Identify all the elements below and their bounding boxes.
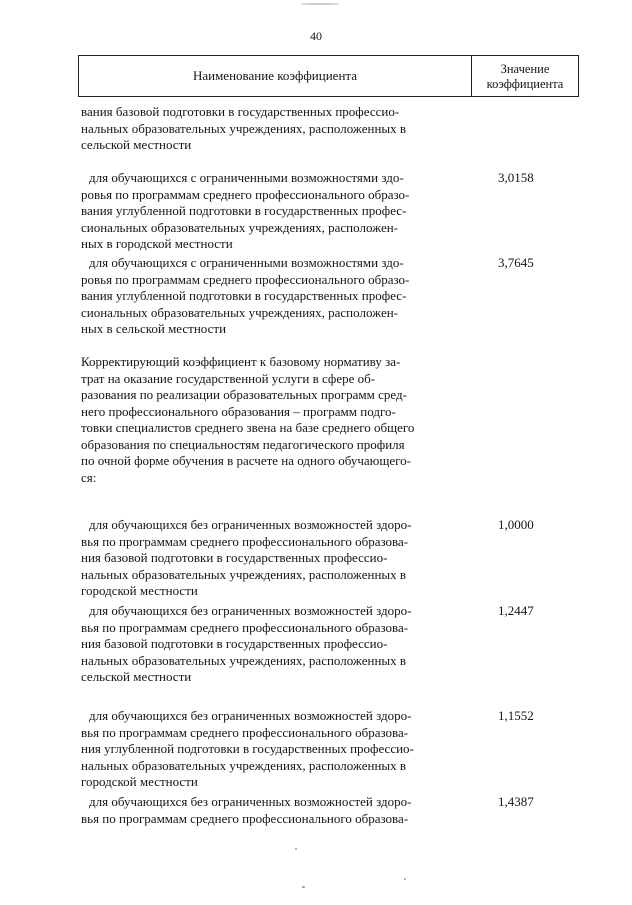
row-line: ся:	[81, 469, 97, 485]
row-line: товки специалистов среднего звена на базе среднего общего	[81, 420, 415, 435]
scan-speck	[300, 3, 340, 5]
row-line: вья по программам среднего профессионального образова-	[81, 810, 409, 826]
row-line: вания базовой подготовки в государственных профессио-	[81, 104, 400, 119]
row-line: для обучающихся без ограниченных возможностей здоро-	[89, 708, 412, 723]
row-value: 3,0158	[498, 170, 534, 185]
column-header-value-line2: коэффициента	[486, 77, 564, 91]
row-line: вания углубленной подготовки в государственных профес-	[81, 203, 407, 218]
row-line: Корректирующий коэффициент к базовому нормативу за-	[81, 354, 401, 369]
row-line: нальных образовательных учреждениях, расположенных в	[81, 757, 407, 773]
table-header	[78, 55, 579, 97]
page-number: 40	[310, 29, 322, 43]
row-line: ных в городской местности	[81, 236, 233, 251]
scan-speck	[302, 886, 305, 888]
row-line: нальных образовательных учреждениях, расположенных в	[81, 120, 407, 136]
row-line: для обучающихся без ограниченных возможностей здоро-	[89, 794, 412, 809]
row-value: 3,7645	[498, 255, 534, 270]
row-line: сельской местности	[81, 669, 192, 684]
row-line: ния углубленной подготовки в государственных профессио-	[81, 741, 414, 756]
row-description	[81, 794, 471, 827]
row-line: для обучающихся без ограниченных возможностей здоро-	[89, 517, 412, 532]
row-description	[81, 708, 471, 791]
row-line: образования по специальностям педагогического профиля	[81, 436, 405, 452]
row-description	[81, 354, 471, 486]
row-value: 1,0000	[498, 517, 534, 532]
row-line: него профессионального образования – программ подго-	[81, 403, 396, 419]
column-header-value-line1: Значение	[500, 62, 550, 76]
row-line: для обучающихся с ограниченными возможностями здо-	[89, 255, 404, 270]
row-line: разования по реализации образовательных программ сред-	[81, 387, 407, 402]
row-line: нальных образовательных учреждениях, расположенных в	[81, 566, 407, 582]
scan-speck	[404, 878, 406, 880]
row-line: ных в сельской местности	[81, 321, 227, 336]
row-line: вания углубленной подготовки в государственных профес-	[81, 288, 407, 303]
row-value: 1,2447	[498, 603, 534, 618]
row-line: для обучающихся с ограниченными возможностями здо-	[89, 170, 404, 185]
row-description	[81, 255, 471, 338]
row-value: 1,1552	[498, 708, 534, 723]
row-line: городской местности	[81, 583, 198, 598]
row-line: вья по программам среднего профессионального образова-	[81, 619, 409, 635]
row-description	[81, 517, 471, 600]
scan-speck	[295, 848, 297, 850]
row-description	[81, 170, 471, 253]
column-header-value	[472, 56, 578, 96]
row-line: по очной форме обучения в расчете на одного обучающего-	[81, 453, 411, 468]
row-line: вья по программам среднего профессионального образова-	[81, 533, 409, 549]
row-value: 1,4387	[498, 794, 534, 809]
row-description	[81, 104, 471, 154]
row-line: для обучающихся без ограниченных возможностей здоро-	[89, 603, 412, 618]
row-line: трат на оказание государственной услуги в сфере об-	[81, 370, 376, 386]
row-line: ния базовой подготовки в государственных профессио-	[81, 636, 388, 651]
row-description	[81, 603, 471, 686]
row-line: городской местности	[81, 774, 198, 789]
row-line: нальных образовательных учреждениях, расположенных в	[81, 652, 407, 668]
row-line: сиональных образовательных учреждениях, расположен-	[81, 304, 399, 320]
row-line: ровья по программам среднего профессионального образо-	[81, 186, 410, 202]
row-line: ния базовой подготовки в государственных профессио-	[81, 550, 388, 565]
column-header-name: Наименование коэффициента	[79, 56, 472, 96]
row-line: сельской местности	[81, 137, 192, 152]
row-line: вья по программам среднего профессионального образова-	[81, 724, 409, 740]
row-line: сиональных образовательных учреждениях, расположен-	[81, 219, 399, 235]
row-line: ровья по программам среднего профессионального образо-	[81, 271, 410, 287]
